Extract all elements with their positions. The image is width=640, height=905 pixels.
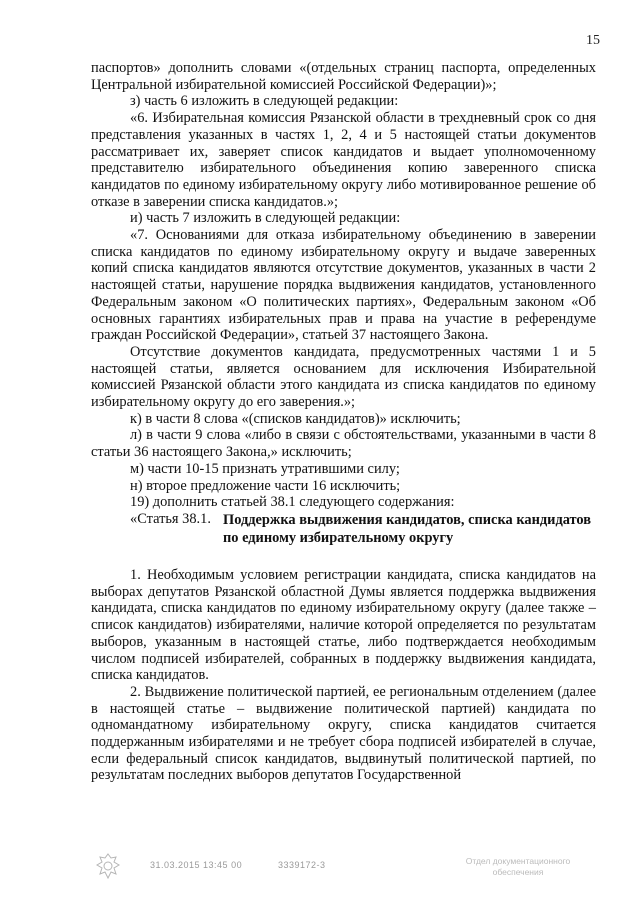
document-paragraph: и) часть 7 изложить в следующей редакции: [130,210,401,227]
article-paragraphs [91,567,596,784]
document-paragraph: н) второе предложение части 16 исключить; [130,477,401,494]
registration-stamp-date: 31.03.2015 13:45 00 [150,860,243,870]
document-paragraph: паспортов» дополнить словами «(отдельных страниц паспорта, определенных Центральной избирательной комиссией Российской Федерации)»; [91,60,596,93]
page-footer [0,852,640,892]
article-paragraph: 2. Выдвижение политической партией, ее региональным отделением (далее в настоящей статье – выдвижение политической партией) кандидата по одномандатному избирательному округу, списка кандидатов считается поддержанным избирателями и не требует сбора подписей избирателей в случае, если федеральный список кандидатов, выдвинутый политической партией, по результатам последних выборов депутатов Государственной [91,683,596,784]
document-paragraph: «7. Основаниями для отказа избирательному объединению в заверении списка кандидатов по единому избирательному округу и выдаче заверенных копий списка кандидатов являются отсутствие документов, указанных в части 2 настоящей статьи, нарушение порядка выдвижения кандидатов, установленного Федеральным законом «О политических партиях», Федеральным законом «Об основных гарантиях избирательных прав и права на участие в референдуме граждан Российской Федерации», статьей 37 настоящего Закона. [91,227,596,344]
registration-stamp-id: 3339172-3 [278,860,326,870]
document-paragraph: «6. Избирательная комиссия Рязанской области в трехдневный срок со дня представления указанных в частях 1, 2, 4 и 5 настоящей статьи документов рассматривает их, заверяет список кандидатов и выдает уполномоченному представителю избирательного объединения копию заверенного списка кандидатов по единому избирательному округу либо мотивированное решение об отказе в заверении списка кандидатов.»; [91,110,596,210]
department-watermark: Отдел документационного обеспечения [465,856,571,877]
article-paragraph: 1. Необходимым условием регистрации кандидата, списка кандидатов на выборах депутатов Рязанской областной Думы является поддержка выдвижения кандидата, списка кандидатов по единому избирательному округу (далее также – список кандидатов) избирателями, наличие которой определяется по результатам выборов, указанным в настоящей статье, либо подтверждается необходимым числом подписей избирателей, собранных в поддержку выдвижения кандидата, списка кандидатов. [91,566,596,684]
document-paragraph: з) часть 6 изложить в следующей редакции: [130,93,399,110]
article-heading [130,511,596,547]
page-number: 15 [586,33,600,48]
section-spacer [91,547,596,567]
document-paragraph: м) части 10-15 признать утратившими силу; [130,460,400,477]
document-body [91,60,596,784]
document-paragraph: 19) дополнить статьей 38.1 следующего содержания: [130,494,455,511]
article-title: Поддержка выдвижения кандидатов, списка кандидатов по единому избирательному округу [223,511,592,546]
article-label: «Статья 38.1. [130,510,211,527]
document-paragraph: л) в части 9 слова «либо в связи с обстоятельствами, указанными в части 8 статьи 36 настоящего Закона,» исключить; [91,427,596,461]
emblem-seal-icon [95,852,121,880]
document-paragraph: Отсутствие документов кандидата, предусмотренных частями 1 и 5 настоящей статьи, является основанием для исключения Избирательной комиссией Рязанской области этого кандидата из списка кандидатов по единому избирательному округу до его заверения.»; [91,343,596,411]
document-paragraph: к) в части 8 слова «(списков кандидатов)» исключить; [130,410,461,427]
amendment-paragraphs [91,60,596,511]
